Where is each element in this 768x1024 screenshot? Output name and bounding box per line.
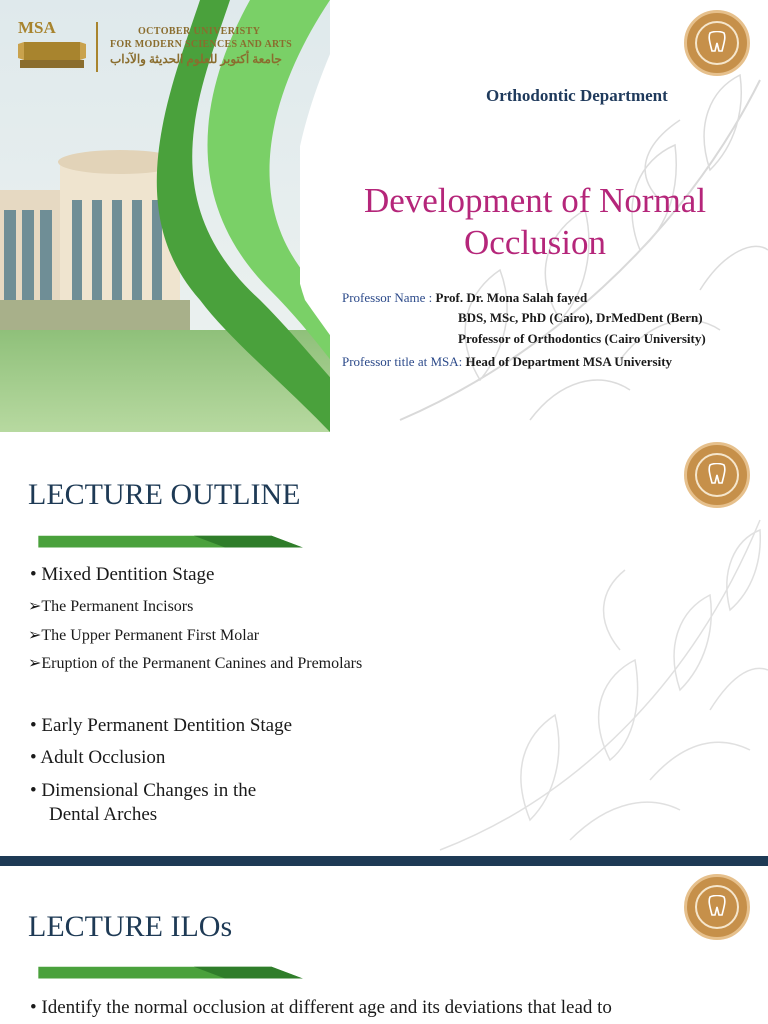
professor-name-row	[342, 290, 587, 306]
msa-logo-text: MSA	[18, 18, 56, 37]
professor-title-row	[342, 354, 672, 370]
department-name: Orthodontic Department	[486, 86, 668, 105]
heading-green-bar	[0, 966, 345, 980]
outline-subitem-2: ➢The Upper Permanent First Molar	[28, 627, 260, 644]
outline-item-1: • Mixed Dentition Stage	[30, 564, 215, 585]
outline-item-2: • Early Permanent Dentition Stage	[30, 715, 293, 736]
decorative-leaf-pattern	[420, 500, 768, 856]
university-name-arabic: جامعة أكتوبر للعلوم الحديثة والآداب	[110, 52, 282, 66]
heading-green-bar	[0, 535, 345, 549]
slide-gap	[0, 432, 768, 440]
outline-slide	[0, 440, 768, 856]
faculty-badge-icon	[684, 874, 750, 940]
outline-item-4: • Dimensional Changes in the	[30, 780, 257, 801]
professor-title: Head of Department MSA University	[465, 354, 673, 369]
professor-position	[458, 331, 706, 347]
outline-item-3: • Adult Occlusion	[30, 747, 166, 768]
professor-degrees-text: BDS, MSc, PhD (Cairo), DrMedDent (Bern)	[458, 310, 703, 325]
professor-title-label: Professor title at MSA:	[342, 354, 463, 369]
faculty-badge-icon	[684, 10, 750, 76]
title-line-2: Occlusion	[464, 223, 606, 262]
outline-subitem-3: ➢Eruption of the Permanent Canines and Premolars	[28, 655, 363, 672]
ilo-item-1: • Identify the normal occlusion at different age and its deviations that lead to	[30, 997, 612, 1018]
university-name-line2: FOR MODERN SCIENCES AND ARTS	[110, 39, 292, 50]
professor-name: Prof. Dr. Mona Salah fayed	[435, 290, 588, 305]
ilos-slide	[0, 866, 768, 1024]
msa-crest-icon	[18, 38, 86, 72]
outline-heading: LECTURE OUTLINE	[28, 478, 301, 511]
professor-name-label: Professor Name :	[342, 290, 433, 305]
university-name-line1: OCTOBER UNIVERISTY	[138, 26, 261, 37]
logo-divider	[96, 22, 98, 72]
outline-item-4-continued: Dental Arches	[49, 804, 158, 825]
faculty-badge-icon	[684, 442, 750, 508]
ilos-heading: LECTURE ILOs	[28, 910, 233, 943]
title-line-1: Development of Normal	[363, 181, 707, 220]
outline-subitem-1: ➢The Permanent Incisors	[28, 598, 194, 615]
slide-title	[330, 180, 740, 264]
slide-separator	[0, 856, 768, 866]
professor-position-text: Professor of Orthodontics (Cairo University)	[458, 331, 706, 346]
professor-degrees	[458, 310, 703, 326]
title-slide	[0, 0, 768, 432]
